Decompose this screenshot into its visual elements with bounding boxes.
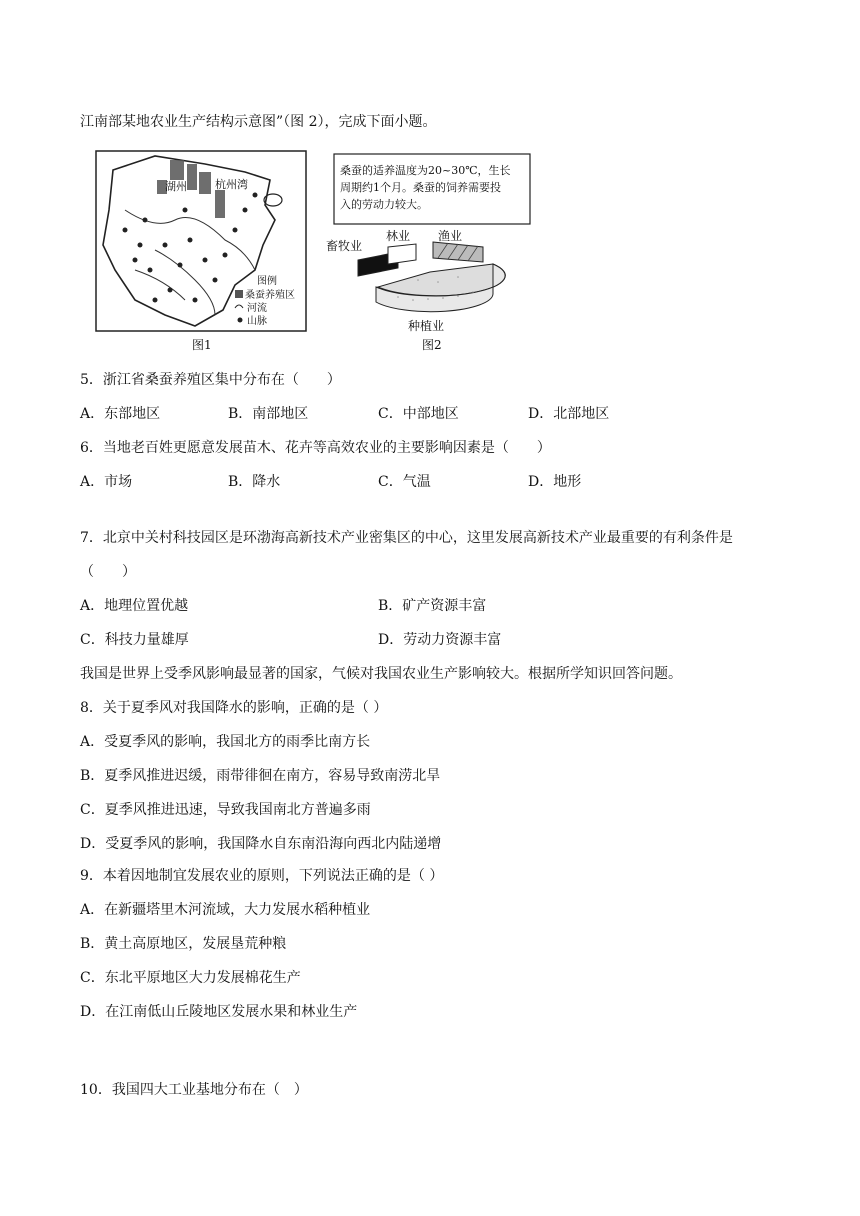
q9-option-d[interactable]: D．在江南低山丘陵地区发展水果和林业生产 bbox=[80, 1004, 358, 1020]
q10-stem: 10．我国四大工业基地分布在（ ） bbox=[80, 1082, 308, 1098]
label-planting: 种植业 bbox=[408, 319, 445, 333]
legend-sericulture: 桑蚕养殖区 bbox=[245, 290, 295, 301]
q5-option-d[interactable]: D．北部地区 bbox=[528, 406, 610, 422]
q8-option-d[interactable]: D．受夏季风的影响，我国降水自东南沿海向西北内陆递增 bbox=[80, 836, 442, 852]
q7-option-b[interactable]: B．矿产资源丰富 bbox=[378, 598, 487, 614]
figure-2-pie bbox=[318, 152, 538, 334]
q8-option-a[interactable]: A．受夏季风的影响，我国北方的雨季比南方长 bbox=[80, 734, 371, 750]
q9-option-b[interactable]: B．黄土高原地区，发展垦荒种粮 bbox=[80, 936, 287, 952]
mountain-legend-icon bbox=[238, 318, 243, 323]
figure-1-map bbox=[95, 150, 307, 332]
q7-option-d[interactable]: D．劳动力资源丰富 bbox=[378, 632, 502, 648]
q5-option-c[interactable]: C．中部地区 bbox=[378, 406, 459, 422]
q9-option-c[interactable]: C．东北平原地区大力发展棉花生产 bbox=[80, 970, 301, 986]
q8-option-c[interactable]: C．夏季风推进迅速，导致我国南北方普遍多雨 bbox=[80, 802, 371, 818]
q6-option-d[interactable]: D．地形 bbox=[528, 474, 582, 490]
sericulture-legend-icon bbox=[235, 290, 243, 298]
q8-preface: 我国是世界上受季风影响最显著的国家，气候对我国农业生产影响较大。根据所学知识回答问题。 bbox=[80, 666, 682, 682]
note-line-1: 桑蚕的适养温度为20~30℃，生长 bbox=[340, 164, 511, 177]
q7-option-c[interactable]: C．科技力量雄厚 bbox=[80, 632, 189, 648]
q6-option-a[interactable]: A．市场 bbox=[80, 474, 133, 490]
figure-1-caption: 图1 bbox=[192, 338, 212, 352]
hangzhouwan-label: 杭州湾 bbox=[215, 178, 248, 191]
intro-text: 江南部某地农业生产结构示意图”（图 2），完成下面小题。 bbox=[80, 114, 437, 130]
q6-stem: 6．当地老百姓更愿意发展苗木、花卉等高效农业的主要影响因素是（ ） bbox=[80, 440, 551, 456]
q9-stem: 9．本着因地制宜发展农业的原则，下列说法正确的是（ ） bbox=[80, 868, 444, 884]
zhejiang-map-illustration bbox=[95, 150, 307, 332]
q5-option-a[interactable]: A．东部地区 bbox=[80, 406, 161, 422]
label-fishery: 渔业 bbox=[438, 229, 463, 243]
q7-stem: 7．北京中关村科技园区是环渤海高新技术产业密集区的中心，这里发展高新技术产业最重要的有利条件是 bbox=[80, 530, 733, 546]
q7-stem-continued: （ ） bbox=[80, 564, 136, 580]
q6-option-b[interactable]: B．降水 bbox=[228, 474, 281, 490]
q5-option-b[interactable]: B．南部地区 bbox=[228, 406, 309, 422]
figure-2-caption: 图2 bbox=[422, 338, 442, 352]
q8-option-b[interactable]: B．夏季风推进迟缓，雨带徘徊在南方，容易导致南涝北旱 bbox=[80, 768, 441, 784]
q7-option-a[interactable]: A．地理位置优越 bbox=[80, 598, 189, 614]
q5-stem: 5．浙江省桑蚕养殖区集中分布在（ ） bbox=[80, 372, 341, 388]
q9-option-a[interactable]: A．在新疆塔里木河流域，大力发展水稻种植业 bbox=[80, 902, 371, 918]
note-line-2: 周期约1个月。桑蚕的饲养需要投 bbox=[340, 181, 501, 194]
agriculture-structure-pie bbox=[318, 152, 538, 334]
label-forest: 林业 bbox=[386, 229, 411, 243]
legend-river: 河流 bbox=[247, 303, 267, 314]
legend-mountain: 山脉 bbox=[247, 316, 267, 327]
note-line-3: 入的劳动力较大。 bbox=[340, 198, 428, 211]
huzhou-label: 湖州 bbox=[165, 180, 187, 193]
label-animal: 畜牧业 bbox=[326, 239, 363, 253]
q6-option-c[interactable]: C．气温 bbox=[378, 474, 431, 490]
legend-title: 图例 bbox=[257, 276, 277, 287]
q8-stem: 8．关于夏季风对我国降水的影响，正确的是（ ） bbox=[80, 700, 388, 716]
